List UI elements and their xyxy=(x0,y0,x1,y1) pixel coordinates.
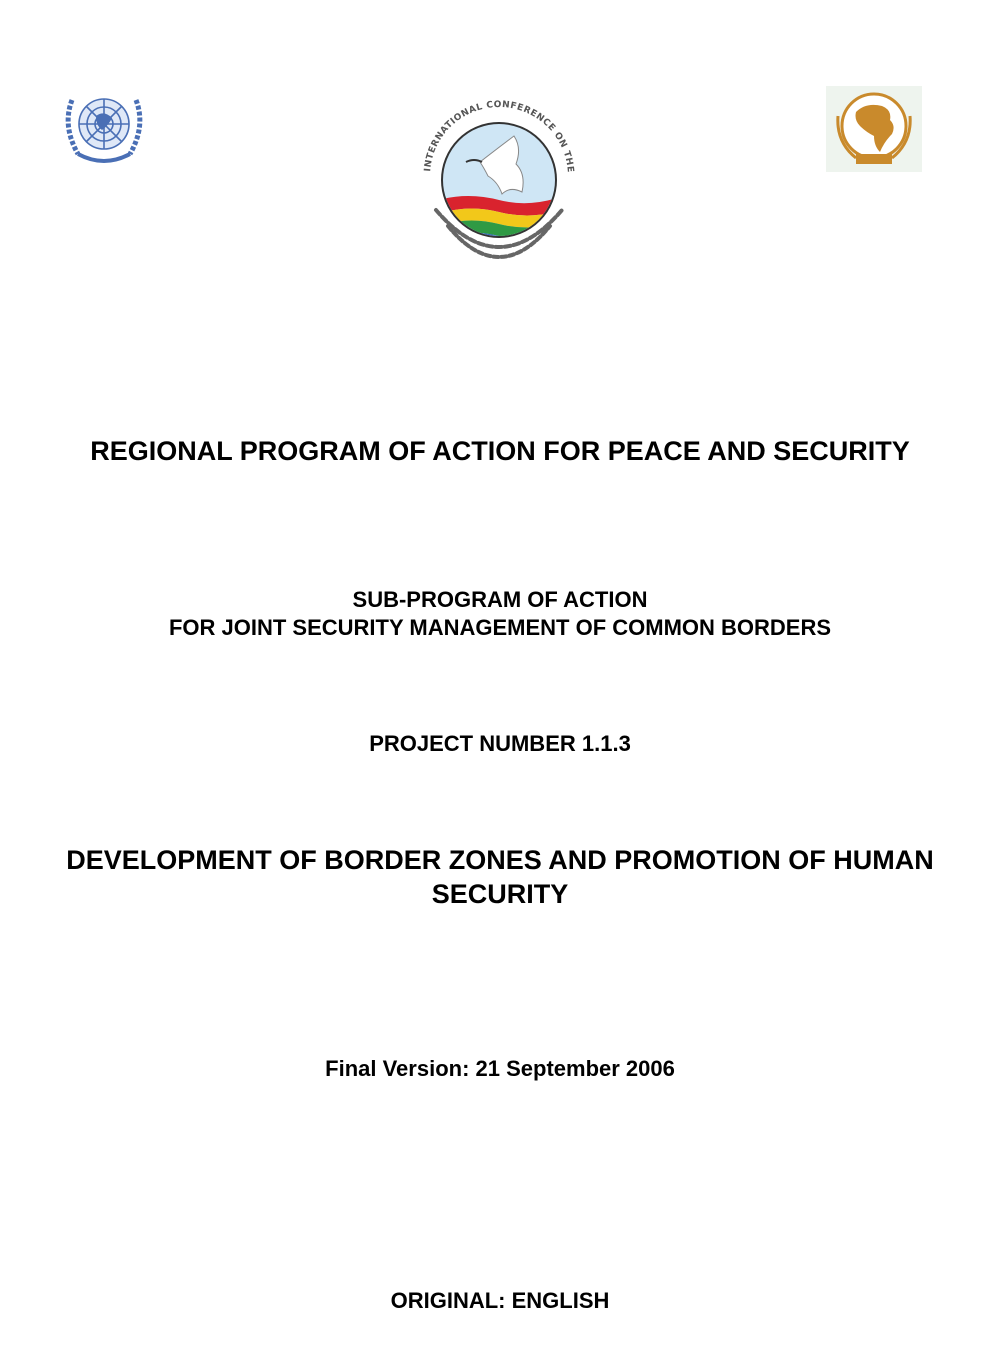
un-globe-icon xyxy=(58,88,150,164)
project-title-line1: DEVELOPMENT OF BORDER ZONES AND PROMOTION OF HUMAN xyxy=(66,845,934,875)
un-emblem-logo xyxy=(58,88,150,164)
icglr-emblem-logo xyxy=(418,88,580,278)
original-language: ORIGINAL: ENGLISH xyxy=(390,1288,610,1313)
africa-map-icon xyxy=(826,86,922,172)
icglr-dove-icon xyxy=(418,88,580,278)
au-emblem-logo xyxy=(826,86,922,172)
icglr-ring-text: INTERNATIONAL CONFERENCE ON THE xyxy=(423,99,575,174)
project-title-line2: SECURITY xyxy=(431,879,569,909)
project-number: PROJECT NUMBER 1.1.3 xyxy=(369,731,631,756)
version-date: Final Version: 21 September 2006 xyxy=(325,1056,675,1081)
subprogram-heading-line2: FOR JOINT SECURITY MANAGEMENT OF COMMON BORDERS xyxy=(168,615,832,640)
subprogram-heading-line1: SUB-PROGRAM OF ACTION xyxy=(352,587,648,612)
document-title: REGIONAL PROGRAM OF ACTION FOR PEACE AND SECURITY xyxy=(90,436,910,466)
